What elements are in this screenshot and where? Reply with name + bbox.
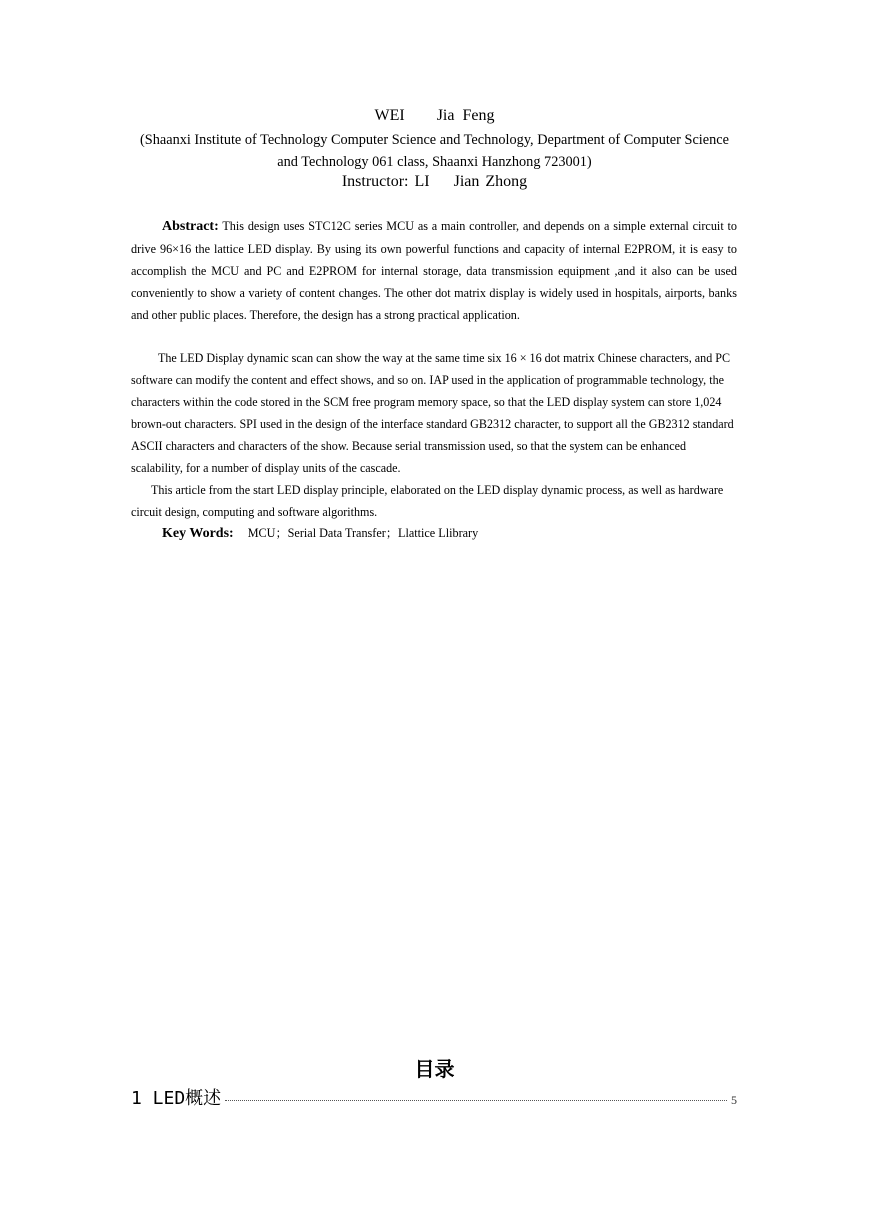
- keywords-label: Key Words:: [162, 526, 234, 541]
- toc-dot-leader: [225, 1100, 727, 1101]
- author-name: WEI Jia Feng: [374, 107, 495, 124]
- abstract-paragraph-3: This article from the start LED display principle, elaborated on the LED display dynamic process, as well as hardware circuit design, computing and software algorithms.: [131, 483, 724, 519]
- toc-title: 目录: [414, 1057, 455, 1081]
- keywords-line: [131, 522, 768, 545]
- abstract-paragraph-2: The LED Display dynamic scan can show the way at the same time six 16 × 16 dot matrix Chinese characters, and PC software can modify the content and effect shows, and so on. IAP used in the application of programmable technology, the characters within the code stored in the SCM free program memory space, so that the LED display system can store 1,024 brown-out characters. SPI used in the design of the interface standard GB2312 character, to support all the GB2312 standard ASCII characters and characters of the show. Because serial transmission used, so that the system can be enhanced scalability, for a number of display units of the cascade.: [131, 351, 734, 475]
- abstract-label: Abstract:: [162, 219, 219, 234]
- author-affiliation: [0, 129, 869, 173]
- toc-entry-label: 1 LED概述: [131, 1088, 222, 1109]
- keywords-text: MCU；Serial Data Transfer；Llattice Llibrary: [247, 526, 479, 540]
- instructor-name: Instructor: LI Jian Zhong: [341, 173, 528, 190]
- toc-entry[interactable]: [131, 1087, 737, 1112]
- abstract-text: This design uses STC12C series MCU as a main controller, and depends on a simple external circuit to drive 96×16 the lattice LED display. By using its own powerful functions and capacity of internal E2PROM, it is easy to accomplish the MCU and PC and E2PROM for internal storage, data transmission equipment ,and it also can be used conveniently to show a variety of content changes. The other dot matrix display is widely used in hospitals, airports, banks and other public places. Therefore, the design has a strong practical application.: [131, 219, 737, 322]
- abstract-paragraph: [131, 215, 737, 326]
- toc-entry-page: 5: [731, 1093, 737, 1107]
- affiliation-text: (Shaanxi Institute of Technology Computer Science and Technology, Department of Computer Science and Technology 061 class, Shaanxi Hanzhong 723001): [140, 132, 729, 170]
